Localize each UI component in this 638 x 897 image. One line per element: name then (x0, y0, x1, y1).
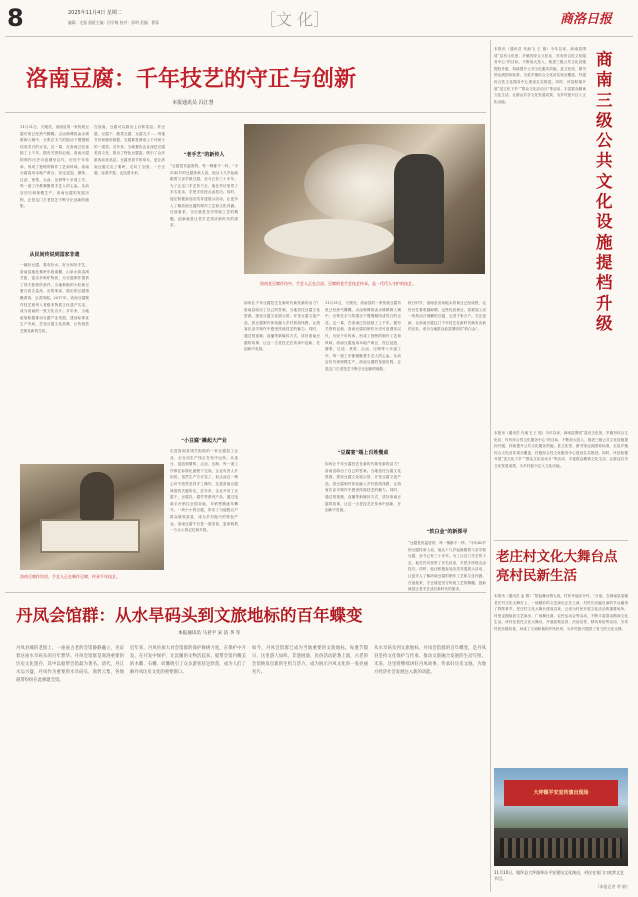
lead-col1b-text: 一碗好豆腐，要有好水、好豆和好手艺。洛南县地处秦岭东段南麓，山泉水质清冽甘甜，富含多种矿物质，为豆腐制作提供了得天独厚的条件。当地种植的小粒黄豆蛋白质含量高，出浆率高，做出的豆腐细嫩滑爽，豆香浓郁。2017年，洛南豆腐制作技艺被列入省级非物质文化遗产名录，成为洛南的一张文化名片。多年来，当地政府积极推动豆腐产业发展，建设标准化生产车间，打造豆腐文化品牌，让传统技艺焕发新的生机。 (20, 263, 89, 333)
newspaper-logo: 商洛日报 (560, 12, 613, 27)
right-second-text: 本报讯（通讯员 孟 娟）“搭起舞台唱大戏，村民幸福乐开怀。”日前，在商南县某镇老庄村文化大舞台上，一场精彩的文艺演出正在上演，村民们自编自演的节目赢得了阵阵掌声。老庄村文化大舞台建成以来，已成为村民开展文化活动的重要场所。村里定期组织文艺演出、广场舞比赛、农民运动会等活动，不断丰富群众精神文化生活。该村还依托文化大舞台，开展政策宣讲、法治宣传、移风易俗等活动，引导村民崇德向善，形成了文明和谐的乡风民风，为乡村振兴提供了有力的文化支撑。 (494, 594, 628, 631)
lead-col4-text: 如何让千年豆腐技艺在新时代焕发新的活力？洛南县给出了自己的答案。当地依托豆腐文化资源，建设豆腐文化展示馆，开发豆腐文创产品，将豆腐制作体验融入乡村旅游线路，让游客在亲手制作中感受传统技艺的魅力。同时，通过短视频、直播等新媒体方式，讲好洛南豆腐的故事，让这一古老技艺在传承中创新，在创新中发展。 (244, 301, 320, 352)
lead-col6-text: 秋日时节，洛南县田间地头的黄豆已经成熟，农民们忙着收割晾晒。这些优质黄豆，将被加工成一块块洁白细嫩的豆腐，走进千家万户。守正创新，让洛南豆腐这门千年技艺在新时代焕发出新的光彩，成为当地群众致富增收的“软白金”。 (408, 301, 486, 332)
stage-photo-credit: （本报记者 李 娟） (595, 884, 630, 889)
right-intro-cont: 本报讯（通讯员 代朋飞 王 瑞）今年以来，商南县围绕“县有文化馆、乡镇有综合文化站、村有综合性文化服务中心”的目标，不断加大投入，推进三级公共文化设施提档升级，持续提升公共文化服务效能。县文化馆、图书馆达到国家标准，全县乡镇综合文化站实现全覆盖，村级综合性文化服务中心建设扎实推进。同时，该县积极开展“送文化下乡”“群众文化活动月”等活动，丰富群众精神文化生活，让群众共享文化发展成果，为乡村振兴注入文化动能。 (494, 431, 628, 468)
lead-byline: 本报通讯员 冯江慧 (172, 100, 214, 106)
lead-col5b-text: 如何让千年豆腐技艺在新时代焕发新的活力？洛南县给出了自己的答案。当地依托豆腐文化资源，建设豆腐文化展示馆，开发豆腐文创产品，将豆腐制作体验融入乡村旅游线路，让游客在亲手制作中感受传统技艺的魅力。同时，通过短视频、直播等新媒体方式，讲好洛南豆腐的故事，让这一古老技艺在传承中创新，在创新中发展。 (325, 462, 401, 513)
second-col2-text: 近年来，丹凤县加大对会馆群的保护修缮力度，在保护中开发，在开发中保护，让沉睡的文物活起来。船帮会馆内精美的木雕、石雕、砖雕吸引了众多游客驻足欣赏，成为人们了解丹凤历史文化的重要窗口。 (130, 646, 246, 675)
photo-tofu-blocks (40, 519, 140, 553)
lead-col5-subhead: “豆腐宴”端上百姓餐桌 (337, 450, 389, 456)
stage-performance-photo (494, 768, 628, 866)
tofu-workshop-photo (244, 124, 485, 274)
photo-worker (394, 154, 444, 264)
right-vertical-headline: 商南三级公共文化设施提档升级 (596, 50, 613, 333)
right-second-headline: 老庄村文化大舞台点亮村民新生活 (496, 549, 618, 584)
lead-col1-subhead: 从民间传说到国家非遗 (29, 252, 80, 258)
tofu-stall-caption: 洛南豆腐作坊里，手艺人正在制作豆腐，传承千年技艺。 (20, 574, 120, 579)
second-col1-text: 丹凤县城的老街上，一座座古老的会馆静静矗立，见证着这座水旱码头的百年繁华。丹凤会馆群是商洛重要的历史文化遗存，其中以船帮会馆最为著名。清代，丹江水运兴盛，丹凤作为重要的水旱码头，商贾云集，各地商帮纷纷在此修建会馆。 (16, 646, 124, 683)
right-mid-rule (494, 540, 628, 541)
lead-headline: 洛南豆腐：千年技艺的守正与创新 (26, 66, 357, 92)
photo-pot (264, 219, 394, 259)
lead-col5-text: 11月31日，天刚亮，洛南县的一家传统豆腐坊里已经热气腾腾。点卤师傅将卤水缓缓倒入锅中，豆浆在木勺的搅动下慢慢凝结成雪白的豆花。这一幕，在洛南已经延续了上千年。据有关资料记载，洛南豆腐的制作历史可追溯至汉代，历经千年传承，形成了独特的制作工艺和风味。洛南豆腐选用本地产黄豆，经过浸泡、磨浆、过滤、煮浆、点卤、压制等十多道工序，每一道工序都凝聚着手艺人的心血。从前店后坊到规模生产，洛南豆腐的发展历程，正是这门古老技艺不断守正创新的缩影。 (325, 301, 401, 371)
section-label: 文 化 (276, 10, 314, 29)
stage-banner: 大坪镇平安宣传演出现场 (504, 780, 618, 806)
lead-top-rule (5, 112, 486, 113)
issue-date: 2025年11月4日 星期二 (68, 10, 122, 16)
stage-audience (500, 838, 622, 858)
header-divider (5, 36, 633, 37)
tofu-photo-caption: 洛南老豆腐作坊中，手艺人正在点卤。豆腐的老手艺技艺传承，是一代代人守护的技艺。 (260, 281, 416, 286)
lead-col3-subhead2: “小豆腐”撬起大产业 (181, 438, 227, 444)
second-headline: 丹凤会馆群：从水旱码头到文旅地标的百年蝶变 (16, 606, 363, 625)
lead-col3-subhead: “老手艺”的新传人 (183, 152, 225, 158)
column-divider (490, 40, 491, 892)
lead-col6b-text: “豆腐是有温度的，每一锅都不一样。”今年45岁的豆腐传承人说，他从十几岁起就跟着父亲学做豆腐，至今已有三十多年。为了让这门手艺传下去，他在作坊里带了多名徒弟，手把手传授点卤技巧。同时，他还积极参加各类非遗展示活动，让更多人了解洛南豆腐的制作工艺和文化内涵。在他看来，守正就是坚守传统工艺的精髓，创新就是让老手艺适应新时代的需求。 (408, 541, 486, 592)
lead-col1-text: 11月31日，天刚亮，洛南县的一家传统豆腐坊里已经热气腾腾。点卤师傅将卤水缓缓倒入锅中，豆浆在木勺的搅动下慢慢凝结成雪白的豆花。这一幕，在洛南已经延续了上千年。据有关资料记载，洛南豆腐的制作历史可追溯至汉代，历经千年传承，形成了独特的制作工艺和风味。洛南豆腐选用本地产黄豆，经过浸泡、磨浆、过滤、煮浆、点卤、压制等十多道工序，每一道工序都凝聚着手艺人的心血。从前店后坊到规模生产，洛南豆腐的发展历程，正是这门古老技艺不断守正创新的缩影。 (20, 125, 89, 209)
second-col3-text: 如今，丹凤会馆群已成为当地重要的文旅地标。每逢节假日，这里游人如织，非遗展演、民俗活动轮番上演，古老的会馆焕发出新的生机与活力，成为展示丹凤文化的一张亮丽名片。 (252, 646, 368, 675)
second-byline: 本报通讯员 马君平 宋 洁 李 军 (178, 631, 241, 636)
staff-credits: 编辑：毛强 值班主编：田学敏 校对：郭明 美编：曹蓉 (68, 20, 159, 25)
section-title: ［文 化］ (260, 10, 330, 29)
lead-col6-subhead: “软白金”的新探寻 (426, 529, 468, 535)
tofu-stall-photo (20, 464, 164, 570)
lead-bottom-rule (5, 592, 486, 593)
photo-person (80, 472, 114, 520)
lead-col3b-text: 走进洛南县城关街道的一家豆腐加工企业，全自动生产线正在有序运转。从选豆、浸泡到磨浆、点卤、压制，每一道工序都在标准化流程下完成。企业负责人介绍说，虽然生产方式变了，但点卤这一核心环节依然坚持手工操作，这是洛南豆腐味道的关键所在。近年来，企业开发了豆腐干、豆腐乳、腐竹等系列产品，通过电商平台销往全国各地，年销售额逐年攀升。一块小小的豆腐，带动了当地数百户群众增收致富，成为乡村振兴的特色产业。洛南豆腐不仅是一道美食，更承载着一方水土的记忆和乡愁。 (170, 449, 238, 533)
stage-photo-caption: 11月10日，镇坪县大坪镇举办平安建设文化演出，村民在家门口欣赏文艺节目。 (494, 870, 625, 881)
page-number: 8 (7, 4, 24, 32)
lead-col3-text: “豆腐是有温度的，每一锅都不一样。”今年45岁的豆腐传承人说，他从十几岁起就跟着父亲学做豆腐，至今已有三十多年。为了让这门手艺传下去，他在作坊里带了多名徒弟，手把手传授点卤技巧。同时，他还积极参加各类非遗展示活动，让更多人了解洛南豆腐的制作工艺和文化内涵。在他看来，守正就是坚守传统工艺的精髓，创新就是让老手艺适应新时代的需求。 (170, 164, 238, 228)
right-intro-text: 本报讯（通讯员 代朋飞 王 瑞）今年以来，商南县围绕“县有文化馆、乡镇有综合文化站、村有综合性文化服务中心”的目标，不断加大投入，推进三级公共文化设施提档升级，持续提升公共文化服务效能。县文化馆、图书馆达到国家标准，全县乡镇综合文化站实现全覆盖，村级综合性文化服务中心建设扎实推进。同时，该县积极开展“送文化下乡”“群众文化活动月”等活动，丰富群众精神文化生活，让群众共享文化发展成果，为乡村振兴注入文化动能。 (494, 47, 586, 104)
second-col4-text: 从水旱码头到文旅地标，丹凤会馆群的百年蝶变，是丹凤县坚持文化保护与传承、推动文旅融合发展的生动写照。未来，这里将继续讲好丹凤故事，传承好历史文脉，为地方经济社会发展注入新的动能。 (374, 646, 486, 675)
lead-col2-text: 在洛南，豆腐可以做出上百种菜品。炸豆腐、豆腐干、酸菜豆腐、豆腐丸子……每逢节庆和婚丧嫁娶，豆腐都是餐桌上不可缺少的一道菜。近年来，当地餐饮企业深挖豆腐美食文化，推出了特色豆腐宴，吸引了众多游客前来品尝。豆腐美食节的举办，更让洛南豆腐走出了秦岭，走向了全国。一方豆腐，连着乡愁，也连着未来。 (94, 125, 165, 176)
